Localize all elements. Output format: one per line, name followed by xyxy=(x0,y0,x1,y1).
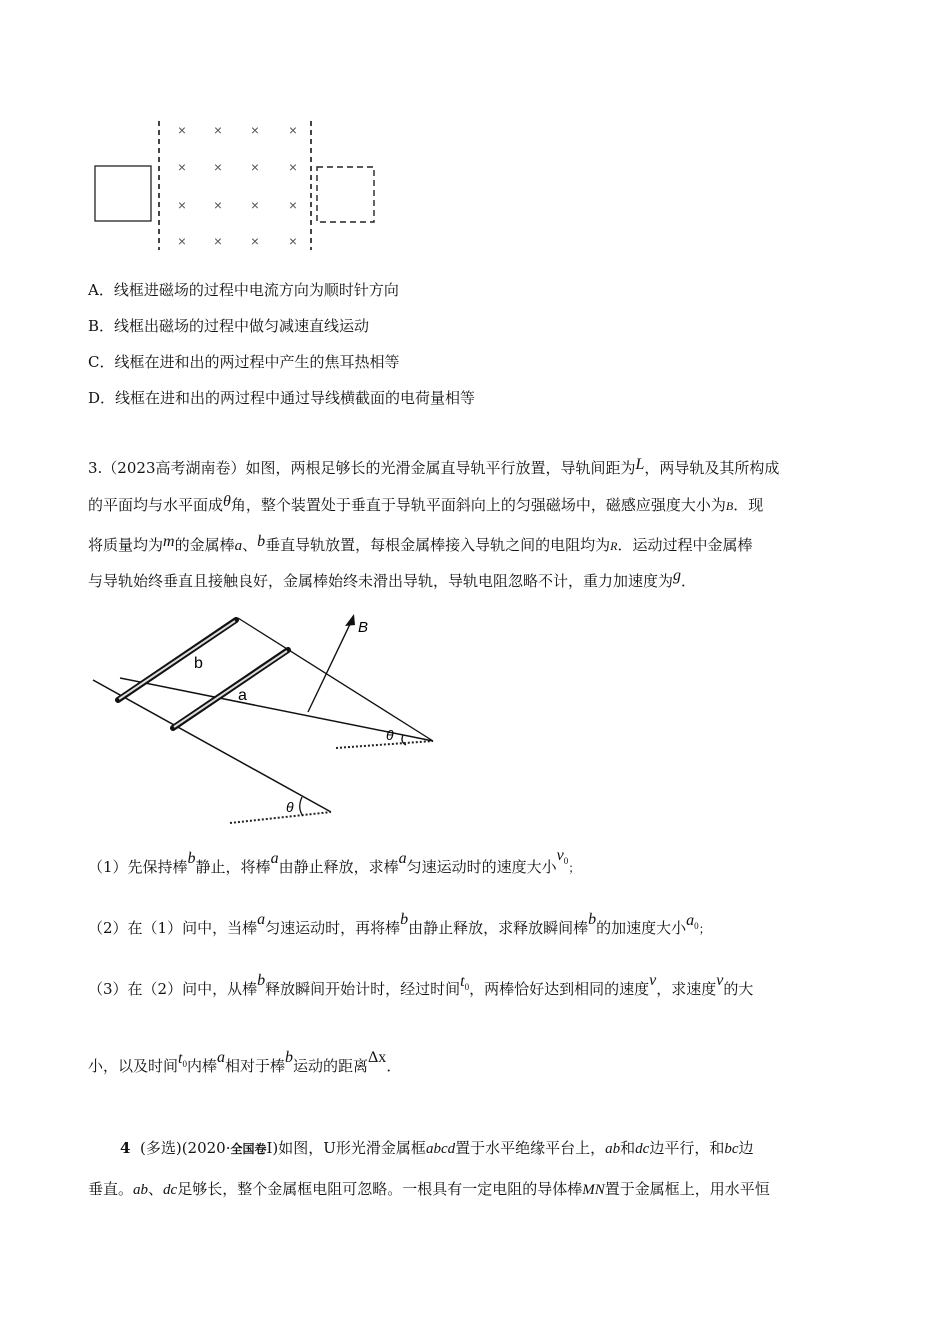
field-cross: × xyxy=(177,233,187,249)
q3-text: 将质量均为 xyxy=(88,536,164,554)
q3-text: ，两导轨及其所构成 xyxy=(644,459,780,477)
q4-tag: Ⅰ) xyxy=(266,1139,279,1157)
q3-text: 与导轨始终垂直且接触良好，金属棒始终未滑出导轨，导轨电阻忽略不计，重力加速度为 xyxy=(88,572,674,590)
text: ； xyxy=(568,861,581,875)
square-frame xyxy=(95,166,151,221)
option-d: D．线框在进和出的两过程中通过导线横截面的电荷量相等 xyxy=(88,389,476,407)
rail-top-end xyxy=(238,618,433,741)
sub-question-1 xyxy=(88,847,581,877)
sub-question-3-line-1 xyxy=(88,972,754,999)
bar-a-inner xyxy=(174,651,287,727)
field-crosses xyxy=(178,122,297,249)
var: b xyxy=(187,850,196,867)
bar-b-inner xyxy=(119,621,235,699)
text: 边 xyxy=(738,1139,754,1157)
var-theta: θ xyxy=(223,493,231,510)
q3-text: 的金属棒 xyxy=(174,536,235,554)
var: b xyxy=(400,911,409,928)
text: 小，以及时间 xyxy=(88,1057,179,1075)
figure-inclined-rails xyxy=(88,608,448,830)
text: （2）在（1）问中，当棒 xyxy=(88,919,258,937)
text: （3）在（2）问中，从棒 xyxy=(88,980,258,998)
horizontal-ref-2 xyxy=(230,812,331,823)
text: 释放瞬间开始计时，经过时间 xyxy=(265,980,461,998)
text: 由静止释放，求棒 xyxy=(278,858,399,876)
var-m: m xyxy=(163,533,175,550)
q3-text: 、 xyxy=(242,536,258,554)
q3-line-4 xyxy=(88,567,697,591)
q3-text: ． xyxy=(681,572,697,590)
angle-arc-2 xyxy=(300,797,303,816)
q3-line-2 xyxy=(88,494,763,515)
var: b xyxy=(257,972,266,989)
var: ab xyxy=(133,1182,149,1198)
field-cross: × xyxy=(250,233,260,249)
field-cross: × xyxy=(177,122,187,138)
subscript: 0 xyxy=(563,856,569,866)
var-R: R xyxy=(610,539,618,553)
q3-text: 垂直导轨放置，每根金属棒接入导轨之间的电阻均为 xyxy=(265,536,611,554)
var-v0: v xyxy=(556,847,564,864)
question-number: 4 xyxy=(120,1139,131,1157)
field-cross: × xyxy=(177,197,187,213)
field-cross: × xyxy=(288,122,298,138)
q4-line-1 xyxy=(120,1137,754,1158)
text: ，两棒恰好达到相同的速度 xyxy=(469,980,650,998)
var: b xyxy=(588,911,597,928)
q3-text: ．运动过程中金属棒 xyxy=(617,536,753,554)
label-bar-a: a xyxy=(238,687,247,704)
text: 垂直。 xyxy=(88,1180,134,1198)
text: 、 xyxy=(148,1180,164,1198)
var: MN xyxy=(582,1182,605,1198)
text: ； xyxy=(698,922,711,936)
subscript: 0 xyxy=(464,982,470,992)
text: 匀速运动时的速度大小 xyxy=(406,858,557,876)
var-L: L xyxy=(635,456,645,473)
field-cross: × xyxy=(250,159,260,175)
var: a xyxy=(257,911,266,928)
var: ab xyxy=(605,1141,621,1157)
text: 的加速度大小 xyxy=(596,919,687,937)
var-b: b xyxy=(257,533,266,550)
subscript: 0 xyxy=(694,921,699,931)
var: b xyxy=(285,1049,293,1066)
field-cross: × xyxy=(213,122,223,138)
field-cross: × xyxy=(288,233,298,249)
field-cross: × xyxy=(250,122,260,138)
q4-tag: (多选)(2020· xyxy=(139,1139,231,1157)
label-bar-b: b xyxy=(194,655,203,672)
q3-line-1 xyxy=(88,457,779,478)
label-theta-2: θ xyxy=(286,799,294,815)
q4-line-2 xyxy=(88,1178,770,1199)
option-c: C．线框在进和出的两过程中产生的焦耳热相等 xyxy=(88,353,400,371)
sub-question-3-line-2 xyxy=(88,1049,402,1076)
var: v xyxy=(649,972,657,989)
var: v xyxy=(716,972,724,989)
subscript: 0 xyxy=(182,1059,187,1069)
text: 运动的距离 xyxy=(293,1057,369,1075)
var: a xyxy=(270,850,279,867)
text: （1）先保持棒 xyxy=(88,858,188,876)
option-a: A．线框进磁场的过程中电流方向为顺时针方向 xyxy=(88,281,399,299)
var-a0: a xyxy=(686,912,695,929)
horizontal-ref-1 xyxy=(336,741,433,748)
text: ，求速度 xyxy=(656,980,717,998)
dashed-square-frame xyxy=(317,167,374,222)
var: a xyxy=(216,1049,225,1066)
var: abcd xyxy=(425,1141,456,1157)
field-cross: × xyxy=(213,233,223,249)
text: 边平行，和 xyxy=(649,1139,725,1157)
text: 和 xyxy=(620,1139,636,1157)
field-cross: × xyxy=(250,197,260,213)
var-t0: t xyxy=(460,973,465,990)
var-t0: t xyxy=(178,1050,183,1067)
text: 足够长，整个金属框电阻可忽略。一根具有一定电阻的导体棒 xyxy=(177,1180,583,1198)
var: a xyxy=(398,850,407,867)
option-b: B．线框出磁场的过程中做匀减速直线运动 xyxy=(88,317,370,335)
var-g: g xyxy=(673,567,682,584)
var-delta-x: Δx xyxy=(368,1049,387,1066)
text: 如图，U形光滑金属框 xyxy=(278,1139,426,1157)
var-a: a xyxy=(234,538,243,554)
sub-question-2 xyxy=(88,911,711,938)
text: 置于金属框上，用水平恒 xyxy=(604,1180,770,1198)
q4-tag-bold: 全国卷 xyxy=(230,1142,267,1156)
q3-text: ．现 xyxy=(733,496,764,514)
text: 置于水平绝缘平台上， xyxy=(455,1139,606,1157)
q3-line-3 xyxy=(88,534,752,555)
text: 由静止释放，求释放瞬间棒 xyxy=(408,919,589,937)
var-B: B xyxy=(725,499,734,513)
var: dc xyxy=(635,1141,650,1157)
arrow-head xyxy=(345,614,355,626)
var: dc xyxy=(163,1182,178,1198)
text: 的大 xyxy=(723,980,754,998)
q3-text: 的平面均与水平面成 xyxy=(88,496,224,514)
field-cross: × xyxy=(177,159,187,175)
text: 相对于棒 xyxy=(224,1057,285,1075)
field-cross: × xyxy=(288,197,298,213)
field-cross: × xyxy=(213,159,223,175)
text: 匀速运动时，再将棒 xyxy=(265,919,401,937)
label-theta-1: θ xyxy=(386,727,394,743)
q3-text: 3.（2023高考湖南卷）如图，两根足够长的光滑金属直导轨平行放置，导轨间距为 xyxy=(88,459,636,477)
text: 内棒 xyxy=(186,1057,217,1075)
text: 静止，将棒 xyxy=(195,858,271,876)
var: bc xyxy=(724,1141,739,1157)
q3-text: 角，整个装置处于垂直于导轨平面斜向上的匀强磁场中，磁感应强度大小为 xyxy=(230,496,726,514)
field-cross: × xyxy=(288,159,298,175)
figure-frame-field xyxy=(90,118,390,253)
text: ． xyxy=(386,1057,402,1075)
label-B: B xyxy=(358,619,369,636)
field-cross: × xyxy=(213,197,223,213)
